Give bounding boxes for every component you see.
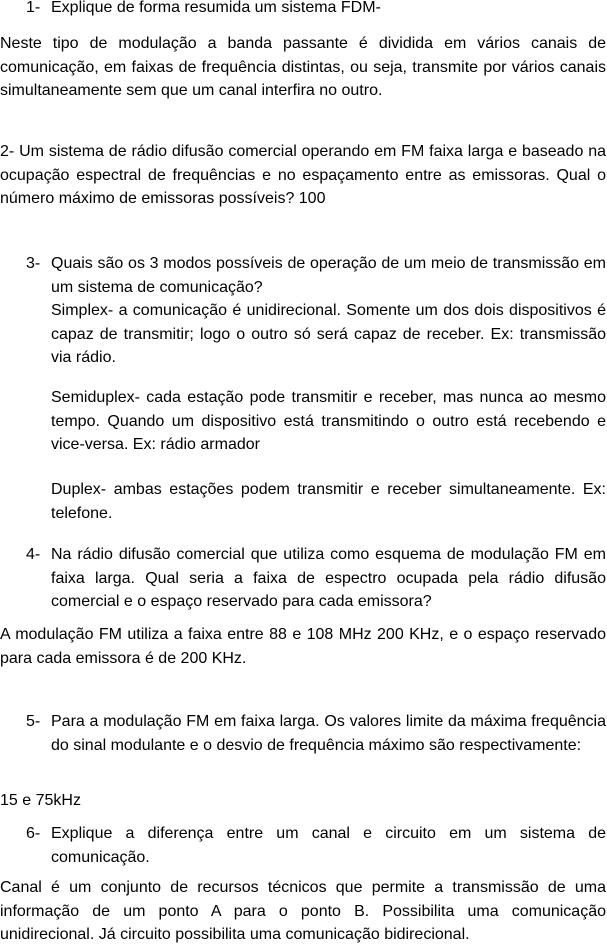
- question-3-number: 3-: [26, 255, 41, 272]
- question-4-number: 4-: [26, 546, 41, 563]
- answer-3-semiduplex: Semiduplex- cada estação pode transmitir e receber, mas nunca ao mesmo tempo. Quando um dispositivo está transmitindo o outro está recebendo e vice-versa. Ex: rádio armador: [51, 389, 606, 453]
- question-6-text: Explique a diferença entre um canal e circuito em um sistema de comunicação.: [51, 825, 606, 866]
- question-3: [26, 252, 607, 299]
- answer-5: 15 e 75kHz: [0, 792, 81, 809]
- question-5-number: 5-: [26, 713, 41, 730]
- question-3-text: Quais são os 3 modos possíveis de operação de um meio de transmissão em um sistema de comunicação?: [51, 255, 606, 296]
- question-1-number: 1-: [26, 0, 41, 16]
- answer-6: Canal é um conjunto de recursos técnicos que permite a transmissão de uma informação de um ponto A para o ponto B. Possibilita uma comunicação unidirecional. Já circuito possibilita uma comunicação bidirecional.: [0, 879, 606, 943]
- answer-3-simplex: Simplex- a comunicação é unidirecional. Somente um dos dois dispositivos é capaz de transmitir; logo o outro só será capaz de receber. Ex: transmissão via rádio.: [51, 302, 606, 366]
- question-1-text: Explique de forma resumida um sistema FDM-: [51, 0, 381, 16]
- question-4-text: Na rádio difusão comercial que utiliza como esquema de modulação FM em faixa larga. Qual seria a faixa de espectro ocupada pela rádio difusão comercial e o espaço reservado para cada emissora?: [51, 546, 606, 610]
- question-5: [26, 710, 607, 757]
- answer-1: Neste tipo de modulação a banda passante é dividida em vários canais de comunicação, em faixas de frequência distintas, ou seja, transmite por vários canais simultaneamente sem que um canal interfira no outro.: [0, 35, 606, 99]
- question-6-number: 6-: [26, 825, 41, 842]
- question-2: 2- Um sistema de rádio difusão comercial operando em FM faixa larga e baseado na ocupação espectral de frequências e no espaçamento entre as emissoras. Qual o número máximo de emissoras possíveis? 100: [0, 143, 606, 207]
- question-5-text: Para a modulação FM em faixa larga. Os valores limite da máxima frequência do sinal modulante e o desvio de frequência máximo são respectivamente:: [51, 713, 606, 754]
- question-6: [26, 822, 607, 869]
- question-1: [26, 0, 607, 20]
- answer-4: A modulação FM utiliza a faixa entre 88 e 108 MHz 200 KHz, e o espaço reservado para cada emissora é de 200 KHz.: [0, 626, 606, 667]
- answer-3-duplex: Duplex- ambas estações podem transmitir e receber simultaneamente. Ex: telefone.: [51, 481, 606, 522]
- question-4: [26, 543, 607, 614]
